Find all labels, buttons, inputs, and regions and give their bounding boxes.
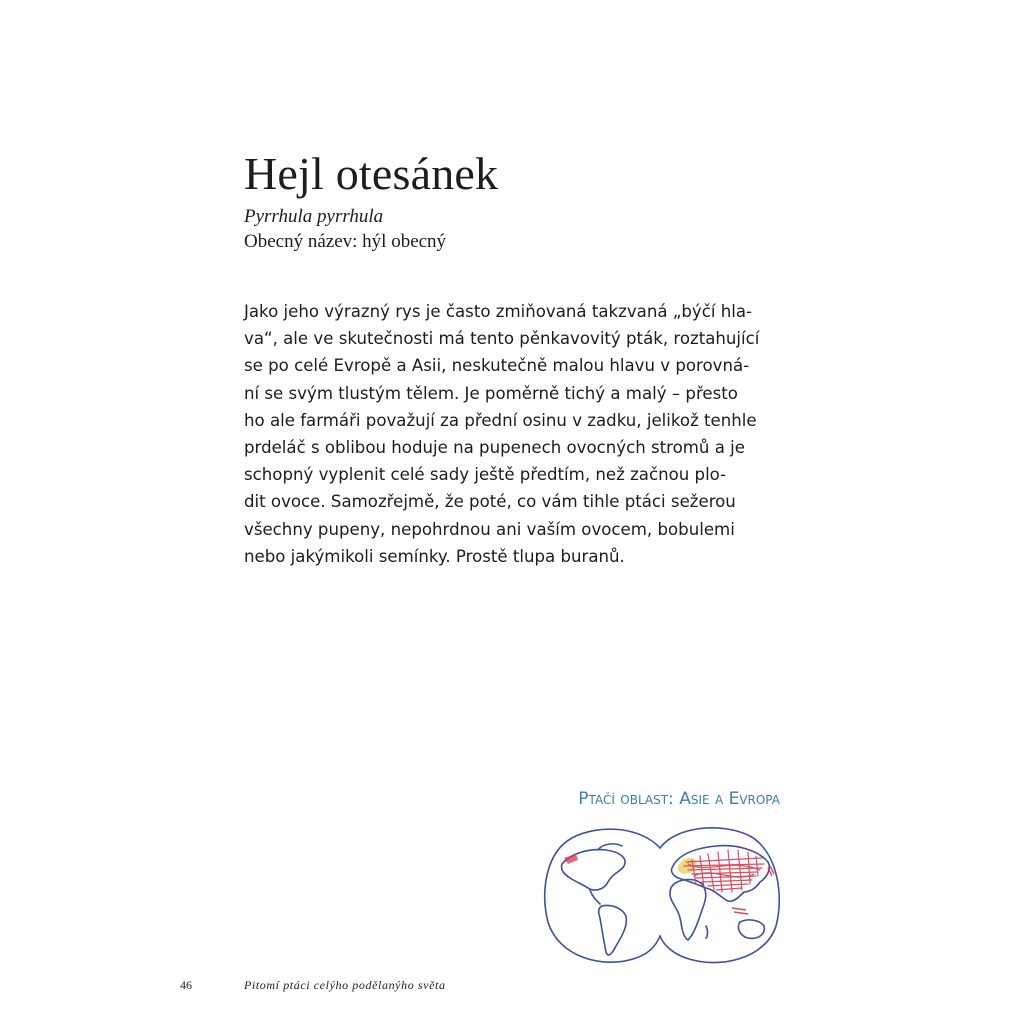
body-line: dit ovoce. Samozřejmě, že poté, co vám tihle ptáci sežerou [244,492,736,512]
body-line: va“, ale ve skutečnosti má tento pěnkavovitý pták, roztahující [244,329,760,349]
latin-name: Pyrrhula pyrrhula [244,206,384,227]
body-text [244,298,784,570]
world-map-range-icon [536,818,784,970]
body-line: Jako jeho výrazný rys je často zmiňovaná takzvaná „býčí hla- [244,302,753,321]
running-footer: Pitomí ptáci celýho podělanýho světa [244,978,446,992]
australia-outline [738,920,764,938]
region-heading: Ptačí oblast: Asie a Evropa [578,789,780,809]
page-number: 46 [180,978,192,992]
body-line: ní se svým tlustým tělem. Je poměrně tichý a malý – přesto [244,383,738,403]
body-line: ho ale farmáři považují za přední osinu v zadku, jelikož tenhle [244,410,757,430]
common-name: Obecný název: hýl obecný [244,231,447,252]
body-line: schopný vyplenit celé sady ještě předtím, než začnou plo- [244,465,727,485]
south-america-outline [599,905,627,954]
africa-outline [670,880,706,941]
page-title: Hejl otesánek [244,148,499,199]
body-line: se po celé Evropě a Asii, neskutečně malou hlavu v porovná- [244,356,750,376]
range-shading [564,850,774,914]
body-line: všechny pupeny, nepohrdnou ani vaším ovocem, bobulemi [244,519,735,539]
body-line: nebo jakýmikoli semínky. Prostě tlupa buranů. [244,546,625,566]
body-line: prdeláč s oblibou hoduje na pupenech ovocných stromů a je [244,438,745,458]
